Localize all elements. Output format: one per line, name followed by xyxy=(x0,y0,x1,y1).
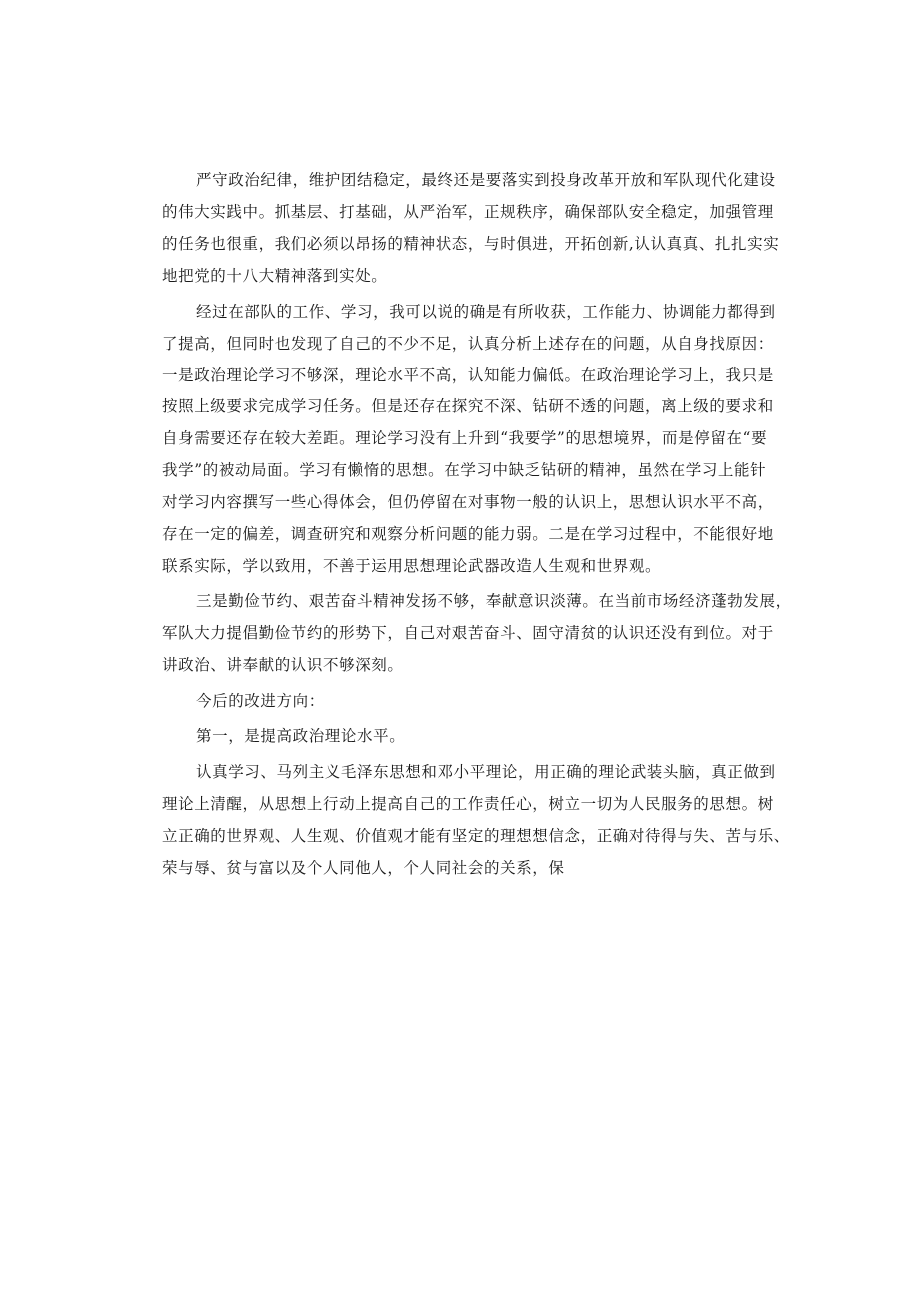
paragraph-4-line-3: 立正确的世界观、人生观、价值观才能有坚定的理想想信念，正确对待得与失、苦与乐、 xyxy=(162,827,790,845)
paragraph-2-line-4: 按照上级要求完成学习任务。但是还存在探究不深、钻研不透的问题，离上级的要求和 xyxy=(162,397,774,415)
paragraph-1-line-3: 的任务也很重，我们必须以昂扬的精神状态，与时俱进，开拓创新,认认真真、扎扎实实 xyxy=(162,235,780,253)
paragraph-3-line-3: 讲政治、讲奉献的认识不够深刻。 xyxy=(162,656,404,674)
paragraph-2-line-7: 对学习内容撰写一些心得体会，但仍停留在对事物一般的认识上，思想认识水平不高， xyxy=(162,493,774,511)
paragraph-3-line-2: 军队大力提倡勤俭节约的形势下，自己对艰苦奋斗、固守清贫的认识还没有到位。对于 xyxy=(162,624,774,642)
paragraph-1-line-4: 地把党的十八大精神落到实处。 xyxy=(162,267,388,285)
paragraph-2-line-5: 自身需要还存在较大差距。理论学习没有上升到“我要学”的思想境界，而是停留在“要 xyxy=(162,429,768,447)
paragraph-1-line-1: 严守政治纪律，维护团结稳定，最终还是要落实到投身改革开放和军队现代化建设 xyxy=(196,171,776,189)
paragraph-2-line-6: 我学”的被动局面。学习有懒惰的思想。在学习中缺乏钻研的精神，虽然在学习上能针 xyxy=(162,461,767,479)
paragraph-1-line-2: 的伟大实践中。抓基层、打基础，从严治军，正规秩序，确保部队安全稳定，加强管理 xyxy=(162,203,774,221)
paragraph-4-line-1: 认真学习、马列主义毛泽东思想和邓小平理论，用正确的理论武装头脑，真正做到 xyxy=(196,763,776,781)
paragraph-4-line-4: 荣与辱、贫与富以及个人同他人，个人同社会的关系，保 xyxy=(162,859,565,877)
improvement-heading: 今后的改进方向： xyxy=(196,692,325,710)
paragraph-2-line-9: 联系实际，学以致用，不善于运用思想理论武器改造人生观和世界观。 xyxy=(162,557,662,575)
first-point-heading: 第一，是提高政治理论水平。 xyxy=(196,727,406,745)
paragraph-2-line-1: 经过在部队的工作、学习，我可以说的确是有所收获，工作能力、协调能力都得到 xyxy=(196,303,776,321)
paragraph-2-line-8: 存在一定的偏差，调查研究和观察分析问题的能力弱。二是在学习过程中，不能很好地 xyxy=(162,525,774,543)
paragraph-2-line-3: 一是政治理论学习不够深，理论水平不高，认知能力偏低。在政治理论学习上，我只是 xyxy=(162,366,774,384)
paragraph-3-line-1: 三是勤俭节约、艰苦奋斗精神发扬不够，奉献意识淡薄。在当前市场经济蓬勃发展， xyxy=(196,592,792,610)
paragraph-2-line-2: 了提高，但同时也发现了自己的不少不足，认真分析上述存在的问题，从自身找原因： xyxy=(162,335,774,353)
paragraph-4-line-2: 理论上清醒，从思想上行动上提高自己的工作责任心，树立一切为人民服务的思想。树 xyxy=(162,795,774,813)
